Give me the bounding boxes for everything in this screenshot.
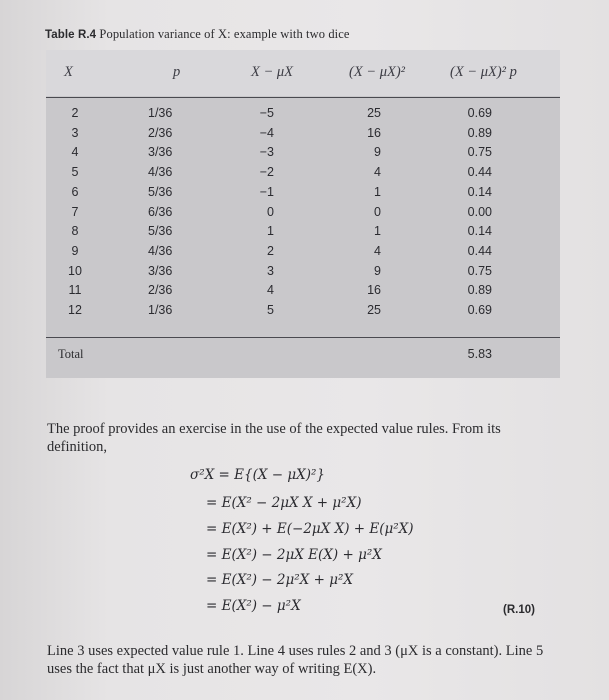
cell-weighted: 0.89	[467, 125, 492, 140]
cell-deviation: −4	[259, 125, 274, 140]
cell-x: 6	[71, 184, 79, 199]
cell-deviation: 2	[267, 243, 274, 258]
cell-squared-deviation: 9	[374, 263, 381, 278]
cell-p: 4/36	[148, 243, 173, 258]
cell-deviation: −5	[259, 106, 274, 120]
header-p: p	[173, 64, 181, 80]
cell-deviation: −1	[259, 184, 274, 199]
cell-squared-deviation: 16	[367, 125, 381, 140]
cell-deviation: −3	[259, 145, 274, 160]
cell-weighted: 0.14	[467, 224, 492, 239]
cell-squared-deviation: 25	[367, 303, 381, 317]
cell-deviation: 0	[267, 204, 274, 219]
total-value: 5.83	[467, 347, 492, 361]
proof-explanation-paragraph: Line 3 uses expected value rule 1. Line 4 uses rules 2 and 3 (μX is a constant). Line 5 uses the fact that μX is just another way of writing E(X).	[47, 643, 544, 677]
table-title: Population variance of X: example with two dice	[99, 27, 350, 41]
cell-squared-deviation: 4	[374, 165, 381, 180]
cell-p: 6/36	[148, 204, 173, 219]
cell-deviation: 3	[267, 263, 274, 278]
cell-squared-deviation: 9	[374, 145, 381, 160]
cell-deviation: −2	[259, 165, 274, 180]
cell-p: 2/36	[148, 125, 173, 140]
variance-table	[46, 50, 560, 378]
cell-x: 5	[71, 165, 79, 180]
cell-squared-deviation: 1	[374, 184, 381, 199]
cell-p: 4/36	[148, 165, 173, 180]
cell-p: 3/36	[148, 145, 173, 160]
cell-weighted: 0.89	[467, 283, 492, 298]
header-x: X	[64, 64, 73, 80]
header-weighted-squared-deviation: (X − μX)² p	[450, 64, 517, 80]
equation-line-4: = E(X²) − 2μX E(X) + μ²X	[206, 547, 382, 563]
total-rule	[46, 337, 560, 338]
cell-weighted: 0.69	[467, 303, 492, 317]
cell-x: 4	[71, 145, 79, 160]
cell-weighted: 0.75	[467, 145, 492, 160]
cell-x: 10	[68, 263, 82, 278]
cell-squared-deviation: 0	[374, 204, 381, 219]
cell-squared-deviation: 25	[367, 106, 381, 120]
cell-deviation: 4	[267, 283, 274, 298]
table-label: Table R.4	[45, 29, 97, 41]
cell-x: 2	[71, 106, 79, 120]
cell-p: 3/36	[148, 263, 173, 278]
header-deviation: X − μX	[251, 64, 294, 80]
cell-weighted: 0.69	[467, 106, 492, 120]
total-label: Total	[58, 347, 84, 361]
cell-squared-deviation: 4	[374, 243, 381, 258]
cell-x: 11	[68, 283, 82, 298]
cell-x: 3	[71, 125, 79, 140]
cell-weighted: 0.44	[467, 243, 492, 258]
cell-deviation: 1	[267, 224, 274, 239]
equation-line-3: = E(X²) + E(−2μX X) + E(μ²X)	[206, 521, 414, 537]
equation-line-2: = E(X² − 2μX X + μ²X)	[206, 495, 362, 511]
cell-p: 5/36	[148, 224, 173, 239]
cell-x: 12	[68, 303, 82, 317]
cell-squared-deviation: 1	[374, 224, 381, 239]
cell-weighted: 0.00	[467, 204, 492, 219]
cell-weighted: 0.44	[467, 165, 492, 180]
cell-weighted: 0.14	[467, 184, 492, 199]
cell-x: 9	[71, 243, 79, 258]
table-caption	[45, 27, 350, 42]
cell-p: 2/36	[148, 283, 173, 298]
proof-intro-paragraph: The proof provides an exercise in the use of the expected value rules. From its definition,	[47, 421, 501, 455]
cell-deviation: 5	[267, 303, 274, 317]
cell-p: 5/36	[148, 184, 173, 199]
equation-tag: (R.10)	[503, 604, 535, 616]
cell-p: 1/36	[148, 106, 173, 120]
cell-squared-deviation: 16	[367, 283, 381, 298]
cell-x: 7	[71, 204, 79, 219]
equation-line-6: = E(X²) − μ²X	[206, 598, 301, 614]
cell-x: 8	[71, 224, 79, 239]
equation-line-5: = E(X²) − 2μ²X + μ²X	[206, 572, 353, 588]
equation-line-1: σ²X = E{(X − μX)²}	[190, 467, 325, 483]
cell-p: 1/36	[148, 303, 173, 317]
header-rule	[46, 97, 560, 98]
header-squared-deviation: (X − μX)²	[349, 64, 406, 80]
cell-weighted: 0.75	[467, 263, 492, 278]
